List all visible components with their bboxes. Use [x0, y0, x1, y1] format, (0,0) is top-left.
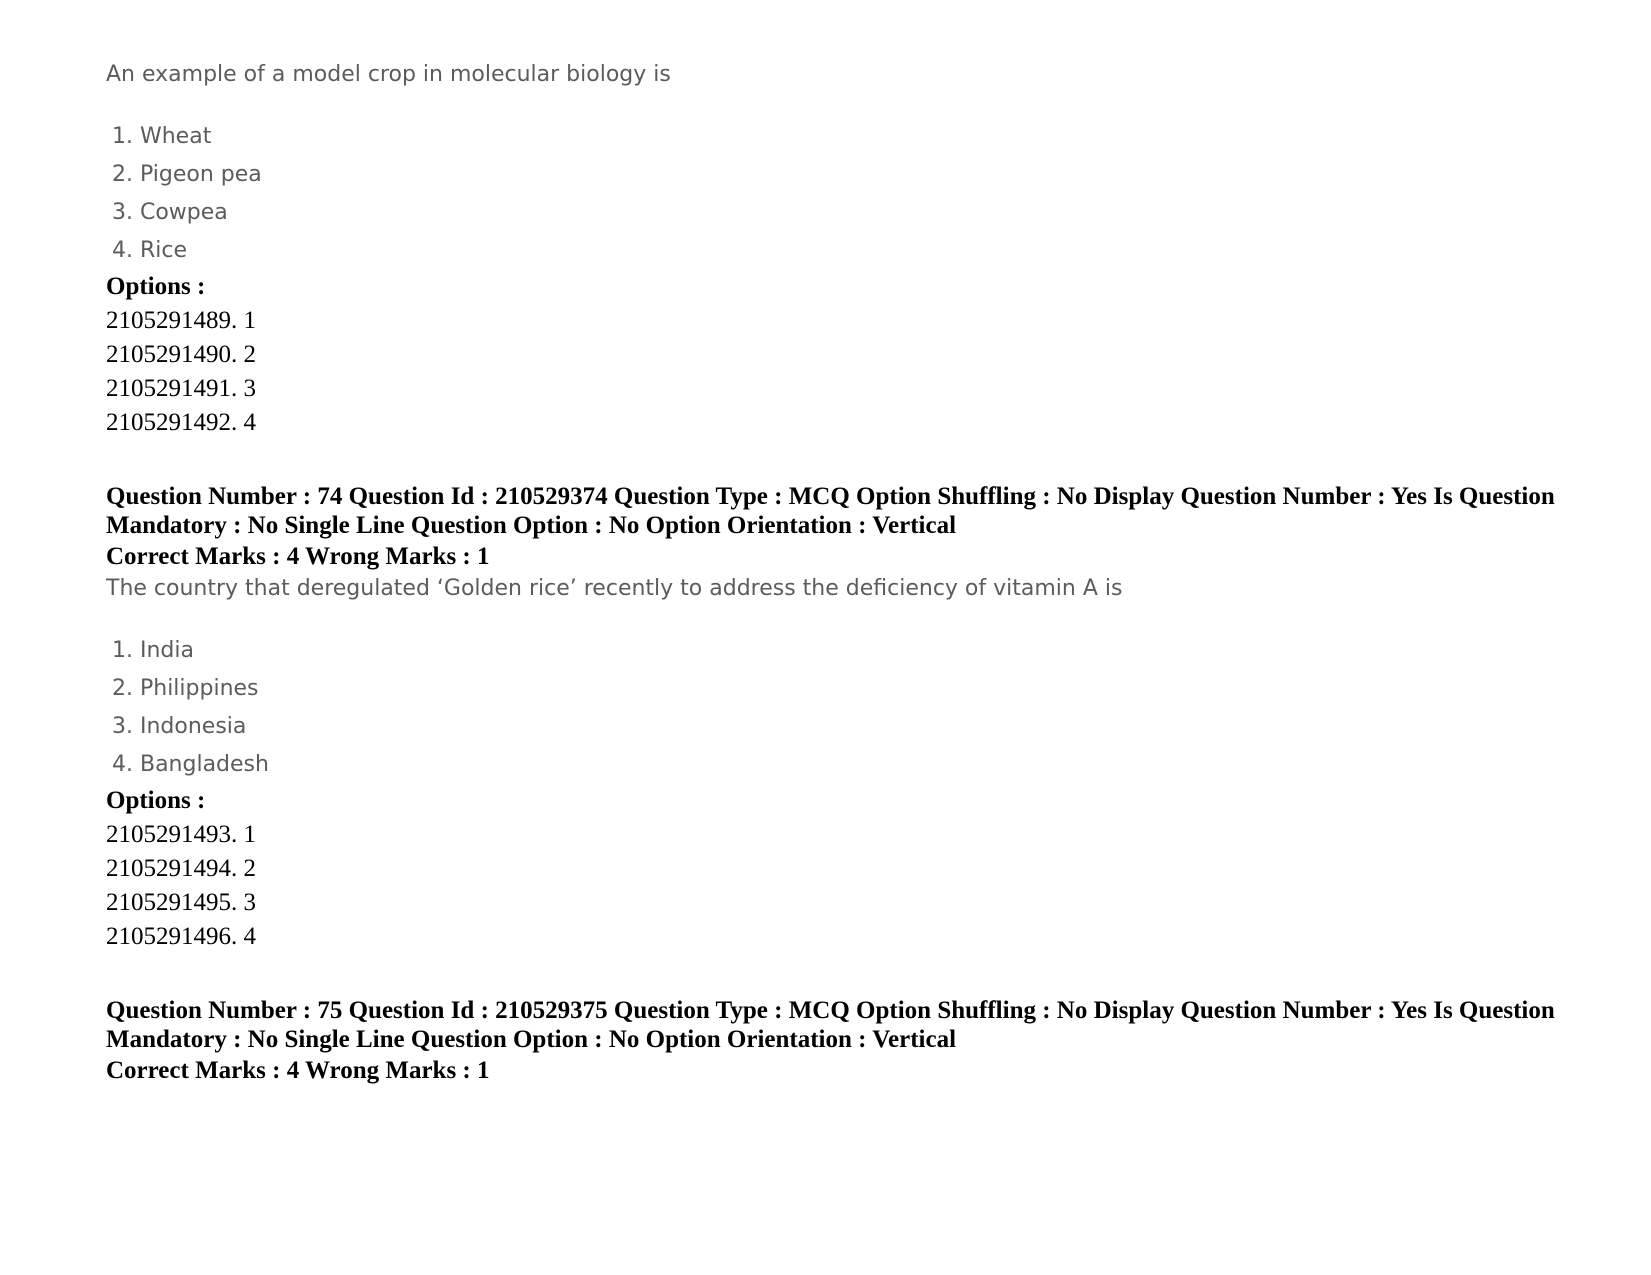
choice-item: 4. Bangladesh — [112, 752, 269, 777]
question-meta: Question Number : 74 Question Id : 210529374 Question Type : MCQ Option Shuffling : No Display Question Number : Yes Is Question Mandatory : No Single Line Question Option : No Option Orientation : Vertical — [106, 483, 1555, 539]
options-list — [106, 818, 1576, 954]
question-text: The country that deregulated ‘Golden rice’ recently to address the deficiency of vitamin A is — [106, 576, 1123, 601]
option-item: 2105291495. 3 — [106, 889, 256, 916]
question-text: An example of a model crop in molecular biology is — [106, 62, 671, 87]
option-item: 2105291490. 2 — [106, 341, 256, 368]
choice-item: 3. Indonesia — [112, 714, 247, 739]
options-heading: Options : — [106, 787, 206, 814]
option-item: 2105291489. 1 — [106, 307, 256, 334]
choice-item: 3. Cowpea — [112, 200, 228, 225]
question-block-73 — [106, 60, 1576, 440]
choice-item: 4. Rice — [112, 238, 188, 263]
marks-line: Correct Marks : 4 Wrong Marks : 1 — [106, 543, 490, 570]
question-block-74 — [106, 482, 1576, 954]
option-item: 2105291492. 4 — [106, 409, 256, 436]
option-item: 2105291496. 4 — [106, 923, 256, 950]
options-heading: Options : — [106, 273, 206, 300]
options-list — [106, 304, 1576, 440]
choice-item: 2. Pigeon pea — [112, 162, 262, 187]
choice-item: 1. Wheat — [112, 124, 212, 149]
question-block-75 — [106, 996, 1576, 1088]
marks-line: Correct Marks : 4 Wrong Marks : 1 — [106, 1057, 490, 1084]
option-item: 2105291491. 3 — [106, 375, 256, 402]
option-item: 2105291494. 2 — [106, 855, 256, 882]
question-meta: Question Number : 75 Question Id : 210529375 Question Type : MCQ Option Shuffling : No Display Question Number : Yes Is Question Mandatory : No Single Line Question Option : No Option Orientation : Vertical — [106, 997, 1555, 1053]
choice-item: 1. India — [112, 638, 194, 663]
document-page — [106, 60, 1576, 1088]
option-item: 2105291493. 1 — [106, 821, 256, 848]
choice-item: 2. Philippines — [112, 676, 259, 701]
question-choices — [106, 632, 1576, 784]
question-choices — [106, 118, 1576, 270]
